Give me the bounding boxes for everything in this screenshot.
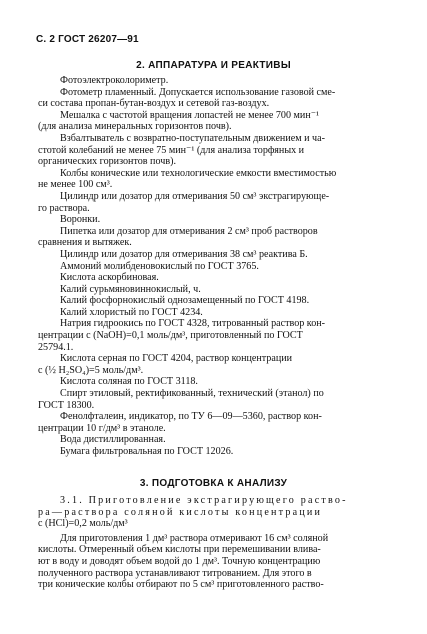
section-3-body [38, 495, 398, 591]
paragraph [38, 446, 398, 458]
paragraph [38, 307, 398, 319]
text-line: стотой колебаний не менее 75 мин⁻¹ (для анализа торфяных и [38, 144, 305, 156]
text-line: 3.1. Приготовление экстрагирующего раство- [60, 495, 348, 506]
paragraph [38, 261, 398, 273]
text-line: Аммоний молибденовокислый по ГОСТ 3765. [60, 260, 259, 272]
text-line: Натрия гидроокись по ГОСТ 4328, титрованный раствор кон- [60, 318, 326, 330]
text-line: ют в воду и доводят объем водой до 1 дм³. Точную концентрацию [38, 555, 321, 567]
text-line: го раствора. [38, 202, 90, 214]
paragraph [38, 226, 398, 249]
text-line: Бумага фильтровальная по ГОСТ 12026. [60, 446, 234, 457]
text-line: с (HCl)=0,2 моль/дм³ [38, 518, 128, 530]
text-line: Калий сурьмяновиннокислый, ч. [60, 283, 201, 295]
text-line: Пипетка или дозатор для отмеривания 2 см³ проб растворов [60, 225, 318, 237]
text-line: органических горизонтов почв). [38, 156, 176, 168]
text-line: не менее 100 см³. [38, 179, 113, 191]
text-line: Спирт этиловый, ректификованный, технический (этанол) по [60, 388, 324, 400]
text-line: Фенолфталеин, индикатор, по ТУ 6—09—5360, раствор кон- [60, 411, 322, 423]
paragraph [38, 434, 398, 446]
section-3-title: 3. ПОДГОТОВКА К АНАЛИЗУ [139, 478, 288, 489]
text-line: Кислота серная по ГОСТ 4204, раствор концентрации [60, 353, 293, 365]
text-line: с (½ H₂SO₄)=5 моль/дм³. [38, 364, 144, 376]
paragraph [38, 318, 398, 353]
text-line: центрации 10 г/дм³ в этаноле. [38, 422, 166, 434]
text-line: Воронки. [60, 214, 101, 226]
paragraph [38, 168, 398, 191]
text-line: кислоты. Отмеренный объем кислоты при перемешивании влива- [38, 544, 321, 556]
section-2-body [38, 75, 398, 458]
text-line: 25794.1. [38, 341, 74, 353]
text-line: Вода дистиллированная. [60, 434, 166, 446]
text-line: Взбалтыватель с возвратно-поступательным движением и ча- [60, 132, 325, 144]
paragraph [38, 133, 398, 168]
text-line: Фотометр пламенный. Допускается использование газовой сме- [60, 86, 336, 98]
paragraph [38, 110, 398, 133]
text-line: Колбы конические или технологические емкости вместимостью [60, 167, 337, 179]
text-line: Кислота соляная по ГОСТ 3118. [60, 376, 198, 388]
text-line: полученного раствора устанавливают титрованием. Для этого в [38, 567, 312, 579]
text-line: Кислота аскорбиновая. [60, 272, 159, 284]
text-line: Фотоэлектроколориметр. [60, 75, 169, 86]
text-line: ра—раствора соляной кислоты концентрации [38, 506, 323, 518]
text-line: Цилиндр или дозатор для отмеривания 38 см³ реактива Б. [60, 248, 308, 260]
text-line: си состава пропан-бутан-воздух и сетевой газ-воздух. [38, 98, 270, 110]
text-line: Калий хлористый по ГОСТ 4234. [60, 306, 203, 318]
paragraph [38, 411, 398, 434]
text-line: Калий фосфорнокислый однозамещенный по ГОСТ 4198. [60, 295, 310, 307]
paragraph [38, 75, 398, 87]
paragraph [38, 191, 398, 214]
paragraph [38, 388, 398, 411]
text-line: Для приготовления 1 дм³ раствора отмеривают 16 см³ соляной [60, 532, 329, 544]
text-line: ГОСТ 18300. [38, 399, 95, 411]
text-line: три конические колбы отбирают по 5 см³ приготовленного раство- [38, 579, 324, 591]
text-line: центрации с (NaOH)=0,1 моль/дм³, приготовленный по ГОСТ [38, 330, 303, 342]
page-header: С. 2 ГОСТ 26207—91 [36, 34, 139, 45]
text-line: Мешалка с частотой вращения лопастей не менее 700 мин⁻¹ [60, 109, 320, 121]
paragraph [38, 249, 398, 261]
paragraph [38, 87, 398, 110]
paragraph [38, 272, 398, 284]
paragraph [38, 295, 398, 307]
paragraph [38, 376, 398, 388]
paragraph [38, 533, 398, 591]
text-line: сравнения и вытяжек. [38, 237, 132, 249]
text-line: (для анализа минеральных горизонтов почв). [38, 121, 232, 133]
paragraph [38, 214, 398, 226]
text-line: Цилиндр или дозатор для отмеривания 50 см³ экстрагирующе- [60, 190, 330, 202]
section-2-title: 2. АППАРАТУРА И РЕАКТИВЫ [136, 60, 291, 71]
paragraph [38, 353, 398, 376]
paragraph [38, 495, 398, 530]
paragraph [38, 284, 398, 296]
